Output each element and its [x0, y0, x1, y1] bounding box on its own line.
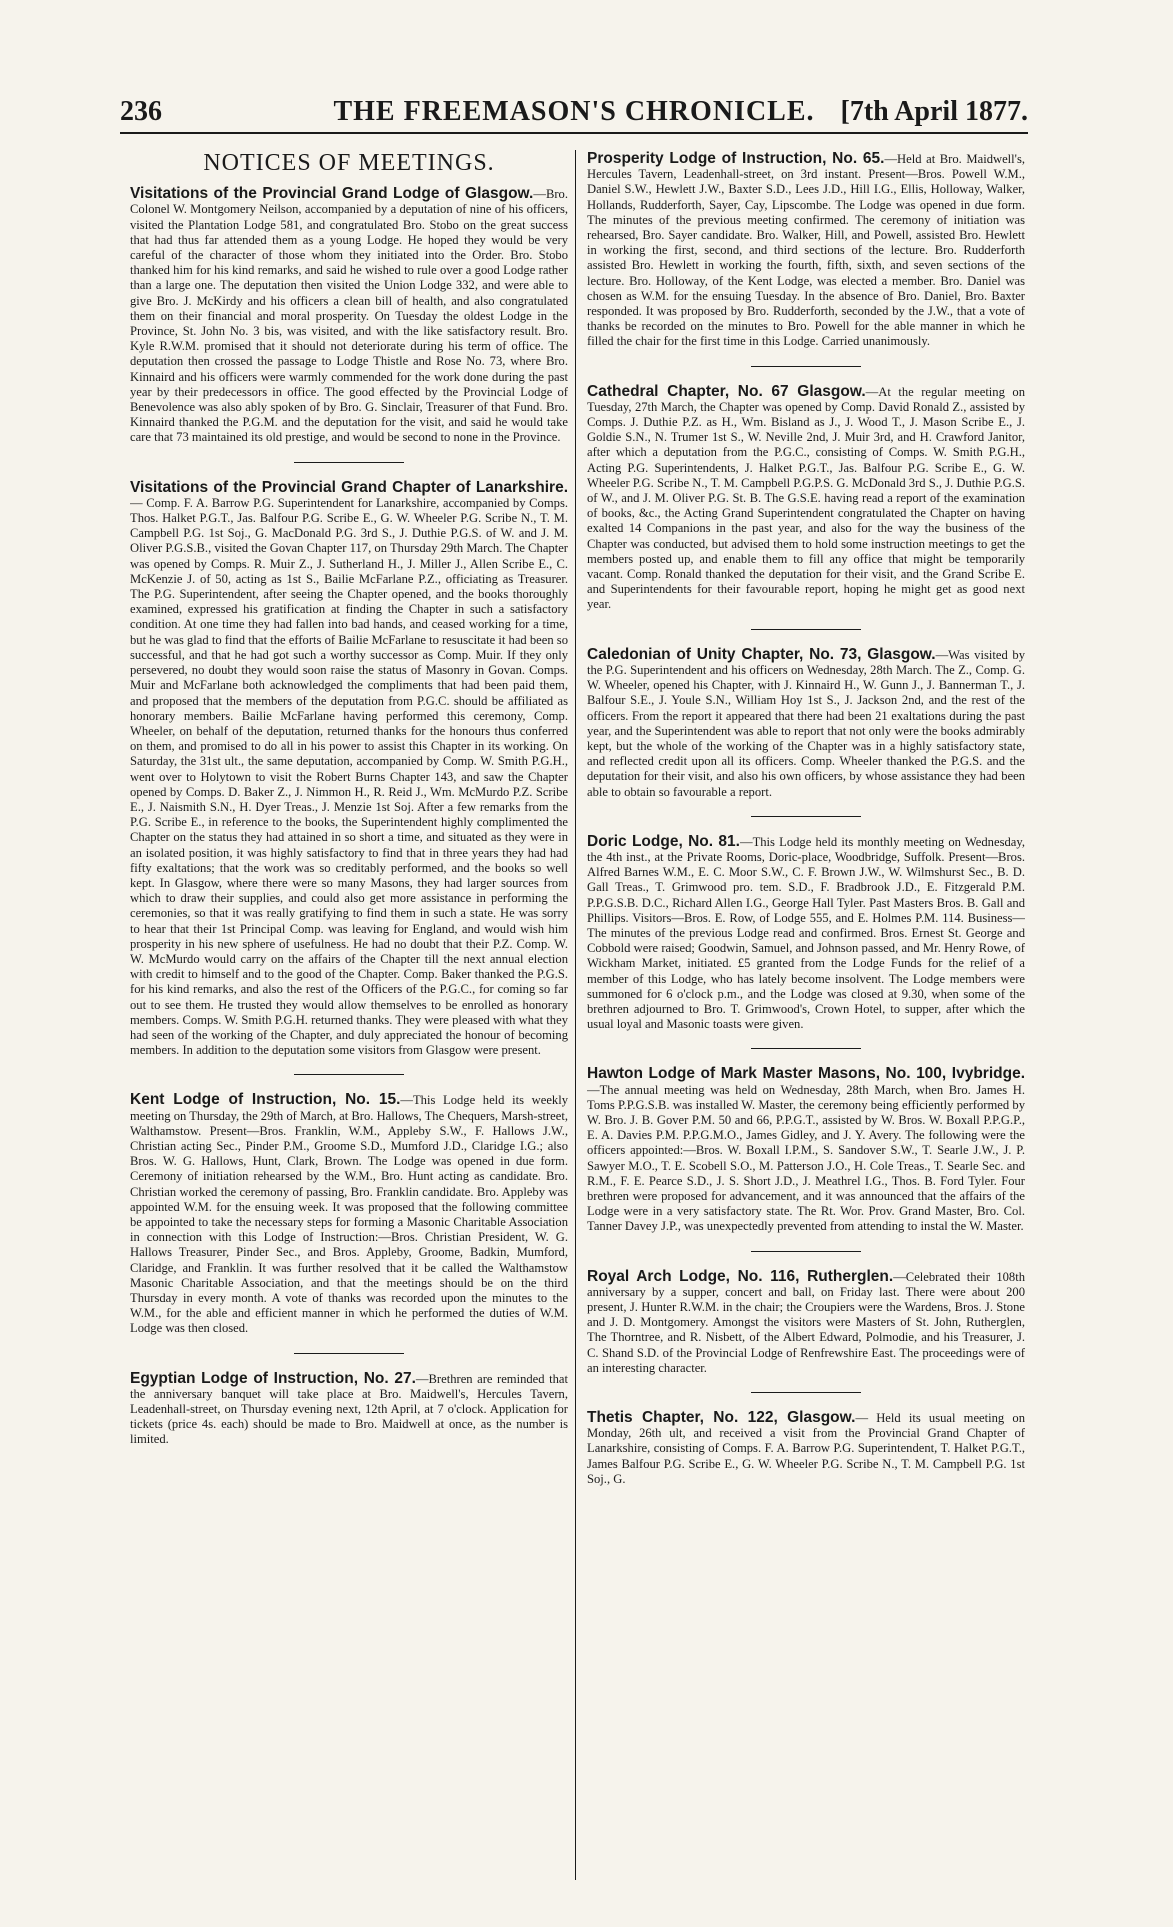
- notice-title: Prosperity Lodge of Instruction, No. 65.: [587, 150, 885, 167]
- notice-text: — Comp. F. A. Barrow P.G. Superintendent for Lanarkshire, accompanied by Comps. Thos. Halket P.G.T., Jas. Balfour P.G. Scribe E., G. W. Wheeler P.G. Scribe N., T. M. Campbell P.G. 1st Soj., G. MacDonald P.G. 3rd S., J. Duthie P.G.S. of W. and J. M. Oliver P.G.S.B., visited the Govan Chapter 117, on Thursday 29th March. The Chapter was opened by Comps. R. Muir Z., J. Sutherland H., J. Miller J., Allen Scribe E., C. McKenzie J. of 50, acting as 1st S., Bailie McFarlane P.Z., officiating as Treasurer. The P.G. Superintendent, after seeing the Chapter opened, and the books thoroughly examined, expressed his gratification at finding the Chapter in such a satisfactory condition. At one time they had fallen into bad hands, and ceased working for a time, but he was glad to find that the efforts of Bailie McFarlane to resuscitate it had been so successful, and that he had got such a worthy successor as Comp. Muir. If they only persevered, no doubt they would soon raise the status of Masonry in Govan. Comps. Muir and McFarlane both acknowledged the compliments that had been paid them, and proposed that the members of the deputation from P.G.C. should be affiliated as honorary members. Bailie McFarlane having performed this ceremony, Comp. Wheeler, on behalf of the deputation, returned thanks for the honours thus conferred on them, and promised to do all in his power to assist this Chapter in its working. On Saturday, the 31st ult., the same deputation, accompanied by Comp. W. Smith P.G.H., went over to Holytown to visit the Robert Burns Chapter 143, and saw the Chapter opened by Comps. D. Baker Z., J. Nimmon H., R. Reid J., Wm. McMurdo P.Z. Scribe E., J. Naismith S.N., H. Dyer Treas., J. Menzie 1st Soj. After a few remarks from the P.G. Scribe E., in reference to the books, the Superintendent highly complimented the Chapter on the status they had attained in so short a time, and situated as they were in an isolated position, it was highly satisfactory to find that in three years they had had fifty exaltations; that the work was so creditably performed, and the books so well kept. In Glasgow, where there were so many Masons, they had larger sources from which to draw their supplies, and could also get more assistance in performing the ceremonies, so that it was really gratifying to find them in such a state. He was sorry to hear that their 1st Principal Comp. was leaving for England, and would wish him prosperity in his new sphere of usefulness. He had no doubt that their P.Z. Comp. W. W. McMurdo would carry on the affairs of the Chapter till the next annual election with credit to himself and to the good of the Chapter. Comp. Baker thanked the P.G.S. for his kind remarks, and also the rest of the Officers of the P.G.C., for coming so far out to see them. He trusted they would allow themselves to be enrolled as honorary members. Comps. W. Smith P.G.H. returned thanks. They were pleased with what they had seen of the working of the Chapter, and duly appreciated the honour of becoming members. In addition to the deputation some visitors from Glasgow were present.: [130, 495, 568, 1058]
- notice-text: —Brethren are reminded that the anniversary banquet will take place at Bro. Maidwell's, Hercules Tavern, Leadenhall-street, on Thursday evening next, 12th April, at 7 o'clock. Application for tickets (price 4s. each) should be made to Bro. Maidwell at once, as the number is limited.: [130, 1371, 568, 1447]
- notice-doric-lodge: [587, 833, 1025, 1033]
- notice-title: Doric Lodge, No. 81.: [587, 832, 740, 850]
- newspaper-title: THE FREEMASON'S CHRONICLE.: [333, 96, 815, 127]
- notice-text: —Celebrated their 108th anniversary by a supper, concert and ball, on Friday last. There were about 200 present, J. Hunter R.W.M. in the chair; the Croupiers were the Wardens, Bros. J. Stone and J. D. Montgomery. Amongst the visitors were Masters of St. John, Rutherglen, The Thorntree, and R. Nisbett, of the Albert Edward, Polmodie, and his Treasurer, J. C. Shand S.D. of the Provincial Lodge of Renfrewshire East. The proceedings were of an interesting character.: [587, 1269, 1025, 1375]
- notice-title: Thetis Chapter, No. 122, Glasgow.: [587, 1409, 856, 1427]
- notice-text: —Held at Bro. Maidwell's, Hercules Tavern, Leadenhall-street, on 3rd instant. Present—Bros. Powell W.M., Daniel S.W., Hewlett J.W., Baxter S.D., Lees J.D., Hill I.G., Ellis, Holloway, Walker, Hollands, Rudderforth, Sayer, Cay, Lipscombe. The Lodge was opened in due form. The minutes of the previous meeting confirmed. The ceremony of initiation was rehearsed, Bro. Sayer candidate. Bro. Walker, Hill, and Powell, assisted Bro. Hewlett in working the first, second, and third sections of the lecture. Bro. Rudderforth assisted Bro. Hewlett in working the fourth, fifth, sixth, and seven sections of the lecture. Bro. Holloway, of the Kent Lodge, was elected a member. Bro. Daniel was chosen as W.M. for the ensuing Tuesday. In the absence of Bro. Daniel, Bro. Baxter responded. It was proposed by Bro. Rudderforth, seconded by the J.W., that a vote of thanks be recorded on the minutes to Bro. Powell for the able manner in which he filled the chair for the first time in this Lodge. Carried unanimously.: [587, 152, 1025, 349]
- notice-hawton-lodge: [587, 1065, 1025, 1234]
- notice-text: —The annual meeting was held on Wednesday, 28th March, when Bro. James H. Toms P.P.G.S.B. was installed W. Master, the ceremony being efficiently performed by W. Bro. J. B. Gover P.M. 50 and 66, P.P.G.T., assisted by W. Bros. W. Boxall P.P.G.P., E. A. Davies P.M. P.P.G.M.O., James Gidley, and J. Y. Avery. The following were the officers appointed:—Bros. W. Boxall I.P.M., S. Sandover S.W., T. Searle J.W., J. P. Sawyer M.O., T. E. Scobell S.O., M. Patterson J.O., H. Cole Treas., T. Searle Sec. and R.M., F. E. Pearce S.D., J. S. Short J.D., J. Meathrel I.G., Thos. B. Ford Tyler. Four brethren were proposed for advancement, and it was announced that the affairs of the Lodge were in a very satisfactory state. The Rt. Wor. Prov. Grand Master, Bro. Col. Tanner Davey J.P., was unexpectedly prevented from attending to instal the W. Master.: [587, 1082, 1025, 1234]
- divider-rule: [751, 1048, 861, 1049]
- right-column: [587, 150, 1025, 1880]
- divider-rule: [294, 462, 404, 463]
- section-heading: NOTICES OF MEETINGS.: [203, 150, 495, 176]
- notice-caledonian-chapter: [587, 646, 1025, 800]
- notice-text: — Held its usual meeting on Monday, 26th ult, and received a visit from the Provincial Grand Chapter of Lanarkshire, consisting of Comps. F. A. Barrow P.G. Superintendent, T. Halket P.G.T., James Balfour P.G. Scribe E., G. W. Wheeler P.G. Scribe N., T. M. Campbell P.G. 1st Soj., G.: [587, 1411, 1025, 1486]
- notice-pgc-lanarkshire: [130, 479, 568, 1059]
- notice-prosperity-lodge: [587, 150, 1025, 350]
- notice-text: —At the regular meeting on Tuesday, 27th March, the Chapter was opened by Comp. David Ronald Z., assisted by Comps. J. Duthie P.Z. as H., Wm. Bisland as J., J. Wood T., J. Mason Scribe E., J. Goldie S.N., N. Trumer 1st S., W. Neville 2nd, J. Muir 3rd, and H. Crawford Janitor, after which a deputation from the P.G.C., consisting of Comps. W. Smith P.G.H., Acting P.G. Superintendents, J. Halket P.G.T., Jas. Balfour P.G. Scribe E., G. W. Wheeler P.G. Scribe N., T. M. Campbell P.G.P.S. G. McDonald 3rd S., J. Duthie P.G.S. of W., and J. M. Oliver P.G. St. B. The G.S.E. having read a report of the examination of books, &c., the Acting Grand Superintendent congratulated the Chapter on having exalted 14 Companions in the past year, and also for the way the business of the Chapter was conducted, but advised them to hold some instruction meetings to get the members posted up, and enable them to fill any office that might be temporarily vacant. Comp. Ronald thanked the deputation for their visit, and the Grand Scribe E. and Superintendents for their favourable report, hoping he might get as good next year.: [587, 384, 1025, 612]
- notice-title: Caledonian of Unity Chapter, No. 73, Glasgow.: [587, 645, 936, 663]
- divider-rule: [751, 816, 861, 817]
- notice-title: Egyptian Lodge of Instruction, No. 27.: [130, 1369, 416, 1387]
- masthead: [120, 92, 1028, 134]
- notice-title: Royal Arch Lodge, No. 116, Rutherglen.: [587, 1267, 894, 1285]
- notice-text: —Was visited by the P.G. Superintendent and his officers on Wednesday, 28th March. The Z., Comp. G. W. Wheeler, opened his Chapter, with J. Kinnaird H., W. Gunn J., J. Bannerman T., J. Balfour S.E., J. Youle S.N., William Hoy 1st S., J. Jackson 2nd, and the rest of the officers. From the report it appeared that there had been 21 exaltations during the past year, and the Superintendent was able to report that not only were the books admirably kept, but the whole of the working of the Chapter was in a highly satisfactory state, and reflected credit upon all its officers. Comp. Wheeler thanked the P.G.S. and the deputation for their visit, and also his own officers, by whose assistance they had been able to obtain so favourable a report.: [587, 647, 1025, 799]
- notice-text: —This Lodge held its monthly meeting on Wednesday, the 4th inst., at the Private Rooms, Doric-place, Woodbridge, Suffolk. Present—Bros. Alfred Barnes W.M., E. C. Moor S.W., C. F. Brown J.W., W. Wilmshurst Sec., B. D. Gall Treas., T. Grimwood pro. tem. S.D., F. Bradbrook J.D., E. Fitzgerald P.M. P.P.G.S.B. D.C., Richard Allen I.G., George Hall Tyler. Past Masters Bros. B. Gall and Phillips. Visitors—Bros. E. Row, of Lodge 555, and E. Holmes P.M. 114. Business—The minutes of the previous Lodge read and confirmed. Bros. Ernest St. George and Cobbold were raised; Goodwin, Samuel, and Johnson passed, and Mr. Henry Rowe, of Wickham Market, initiated. £5 granted from the Lodge Funds for the relief of a member of this Lodge, who has lately become insolvent. The Lodge members were summoned for 6 o'clock p.m., and the Lodge was closed at 9.30, when some of the brethren adjourned to Bro. T. Grimwood's, Crown Hotel, to supper, after which the usual loyal and Masonic toasts were given.: [587, 834, 1025, 1032]
- notice-text: —This Lodge held its weekly meeting on Thursday, the 29th of March, at Bro. Hallows, The Chequers, Marsh-street, Walthamstow. Present—Bros. Franklin, W.M., Appleby S.W., F. Hallows J.W., Christian acting Sec., Pinder P.M., Groome S.D., Mumford J.D., Claridge I.G.; also Bros. W. G. Hallows, Hunt, Clark, Brown. The Lodge was opened in due form. Ceremony of initiation rehearsed by the W.M., Bro. Hunt acting as candidate. Bro. Christian worked the ceremony of passing, Bro. Franklin candidate. Bro. Appleby was appointed W.M. for the ensuing week. It was proposed that the following committee be appointed to take the necessary steps for forming a Masonic Charitable Association in connection with this Lodge of Instruction:—Bros. Christian President, W. G. Hallows Treasurer, Pinder Sec., and Bros. Appleby, Groome, Badkin, Mumford, Claridge, and Franklin. It was further resolved that it be called the Walthamstow Masonic Charitable Association, and that the meetings should be on the third Thursday in every month. A vote of thanks was recorded upon the minutes to the W.M., for the able and efficient manner in which he performed the duties of W.M. Lodge was then closed.: [130, 1093, 568, 1336]
- notice-text: —Bro. Colonel W. Montgomery Neilson, accompanied by a deputation of nine of his officers, visited the Plantation Lodge 581, and congratulated Bro. Stobo on the great success that had thus far attended them as a young Lodge. He hoped they would be very careful of the character of those whom they initiated into the Order. Bro. Stobo thanked him for his kind remarks, and said he wished to rule over a good Lodge rather than a large one. The deputation then visited the Union Lodge 332, and were able to give Bro. J. McKirdy and his officers a clean bill of health, and also congratulated them on their financial and moral prosperity. On Tuesday the oldest Lodge in the Province, St. John No. 3 bis, was visited, and with the like satisfactory result. Bro. Kyle R.W.M. promised that it should not deteriorate during his term of office. The deputation then crossed the passage to Lodge Thistle and Rose No. 73, where Bro. Kinnaird and his officers were warmly commended for the work done during the past year by their predecessors in office. The good effected by the Provincial Lodge of Benevolence was also ably spoken of by Bro. G. Sinclair, Treasurer of that Fund. Bro. Kinnaird thanked the P.G.M. and the deputation for the visit, and said he would take care that 73 maintained its old prestige, and would be second to none in the Province.: [130, 187, 568, 445]
- notice-thetis-chapter: [587, 1409, 1025, 1487]
- divider-rule: [294, 1074, 404, 1075]
- notice-title: Kent Lodge of Instruction, No. 15.: [130, 1091, 401, 1109]
- divider-rule: [294, 1353, 404, 1354]
- notice-egyptian-lodge: [130, 1370, 568, 1448]
- divider-rule: [751, 629, 861, 630]
- left-column: [130, 150, 568, 1880]
- notice-cathedral-chapter: [587, 383, 1025, 613]
- notice-title: Visitations of the Provincial Grand Chapter of Lanarkshire.: [130, 478, 568, 496]
- divider-rule: [751, 366, 861, 367]
- notice-pgl-glasgow: [130, 185, 568, 445]
- notice-kent-lodge: [130, 1091, 568, 1336]
- page-number: 236: [120, 96, 162, 127]
- notice-title: Hawton Lodge of Mark Master Masons, No. 100, Ivybridge.: [587, 1065, 1025, 1083]
- divider-rule: [751, 1251, 861, 1252]
- notice-royal-arch-lodge: [587, 1268, 1025, 1376]
- notice-title: Visitations of the Provincial Grand Lodge of Glasgow.: [130, 185, 534, 203]
- divider-rule: [751, 1392, 861, 1393]
- notice-title: Cathedral Chapter, No. 67 Glasgow.: [587, 382, 866, 400]
- issue-date: [7th April 1877.: [840, 96, 1028, 127]
- column-divider: [575, 150, 576, 1880]
